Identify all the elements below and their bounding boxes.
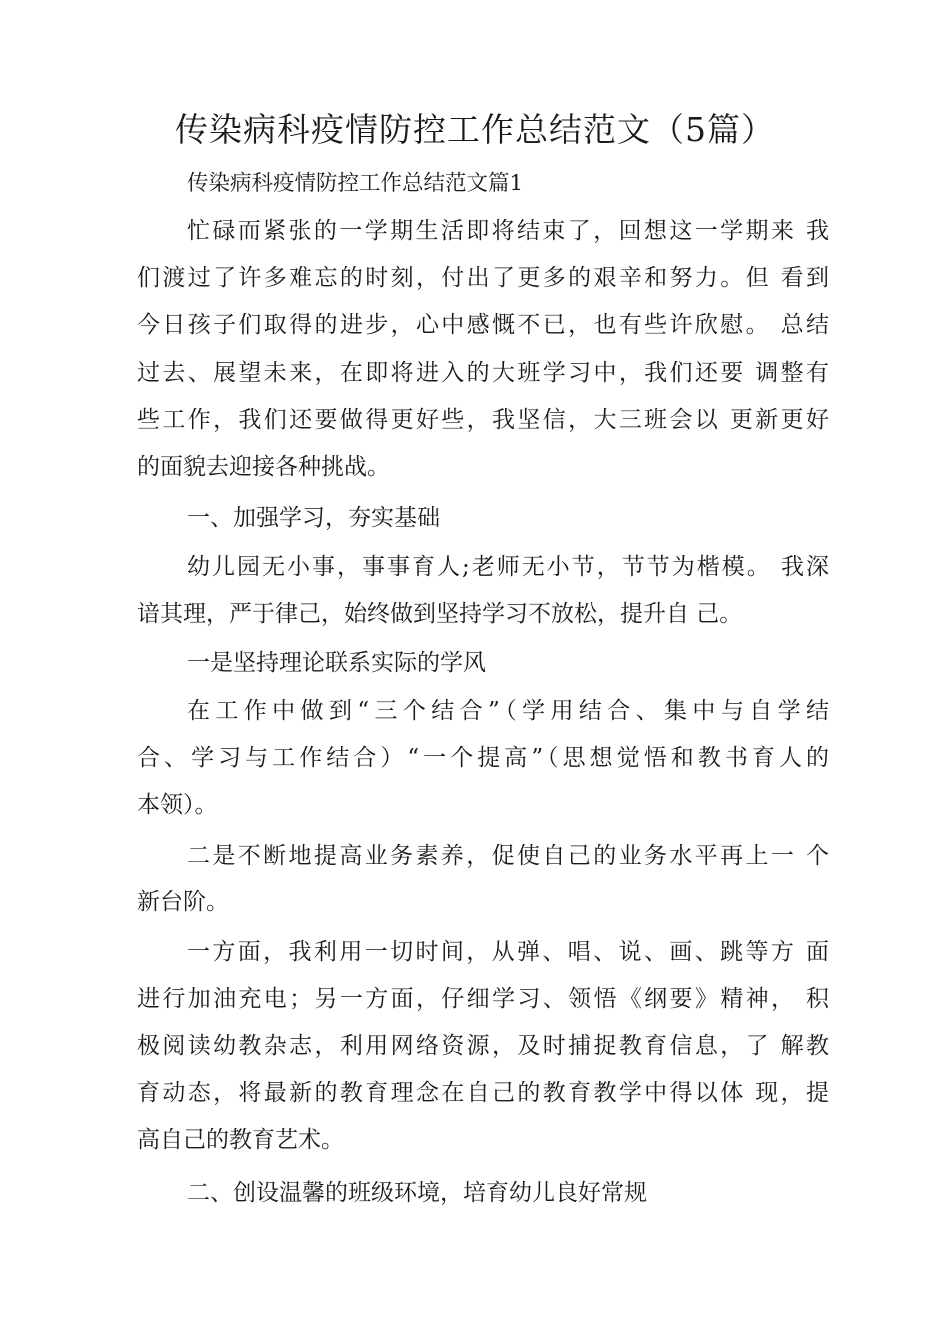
paragraph-1-line-2: 们渡过了许多难忘的时刻，付出了更多的艰辛和努力。但 看到 (137, 265, 829, 291)
paragraph-2-line-2: 谙其理，严于律己，始终做到坚持学习不放松，提升自 己。 (137, 601, 743, 627)
paragraph-5-line-4: 育动态，将最新的教育理念在自己的教育教学中得以体 现，提 (137, 1080, 829, 1106)
paragraph-3-line-3: 本领）。 (137, 792, 218, 818)
document-subtitle: 传染病科疫情防控工作总结范文篇1 (187, 171, 524, 196)
paragraph-5-line-1: 一方面，我利用一切时间，从弹、唱、说、画、跳等方 面 (187, 939, 829, 965)
paragraph-3-line-2: 合、学习与工作结合）“一个提高”（思想觉悟和教书育人的 (137, 745, 829, 771)
paragraph-5-line-2: 进行加油充电；另一方面，仔细学习、领悟《纲要》精神， 积 (137, 986, 829, 1012)
paragraph-4-line-2: 新台阶。 (137, 889, 229, 915)
paragraph-1-line-5: 些工作，我们还要做得更好些，我坚信，大三班会以 更新更好 (137, 407, 829, 433)
paragraph-2-line-1: 幼儿园无小事，事事育人;老师无小节，节节为楷模。 我深 (187, 554, 829, 580)
paragraph-1-line-4: 过去、展望未来，在即将进入的大班学习中，我们还要 调整有 (137, 360, 829, 386)
paragraph-4-line-1: 二是不断地提高业务素养，促使自己的业务水平再上一 个 (187, 843, 829, 869)
section-heading-3: 二、创设温馨的班级环境，培育幼儿良好常规 (187, 1180, 647, 1206)
paragraph-1-line-3: 今日孩子们取得的进步，心中感慨不已，也有些许欣慰。 总结 (137, 312, 829, 338)
paragraph-5-line-5: 高自己的教育艺术。 (137, 1127, 344, 1153)
section-heading-2: 一是坚持理论联系实际的学风 (187, 650, 486, 676)
paragraph-5-line-3: 极阅读幼教杂志，利用网络资源，及时捕捉教育信息，了 解教 (137, 1033, 829, 1059)
paragraph-1-line-1: 忙碌而紧张的一学期生活即将结束了，回想这一学期来 我 (187, 218, 829, 244)
section-heading-1: 一、加强学习，夯实基础 (187, 505, 440, 531)
paragraph-3-line-1: 在工作中做到“三个结合”（学用结合、集中与自学结 (187, 698, 829, 724)
paragraph-1-line-6: 的面貌去迎接各种挑战。 (137, 454, 390, 480)
document-title: 传染病科疫情防控工作总结范文（5篇） (175, 110, 775, 149)
